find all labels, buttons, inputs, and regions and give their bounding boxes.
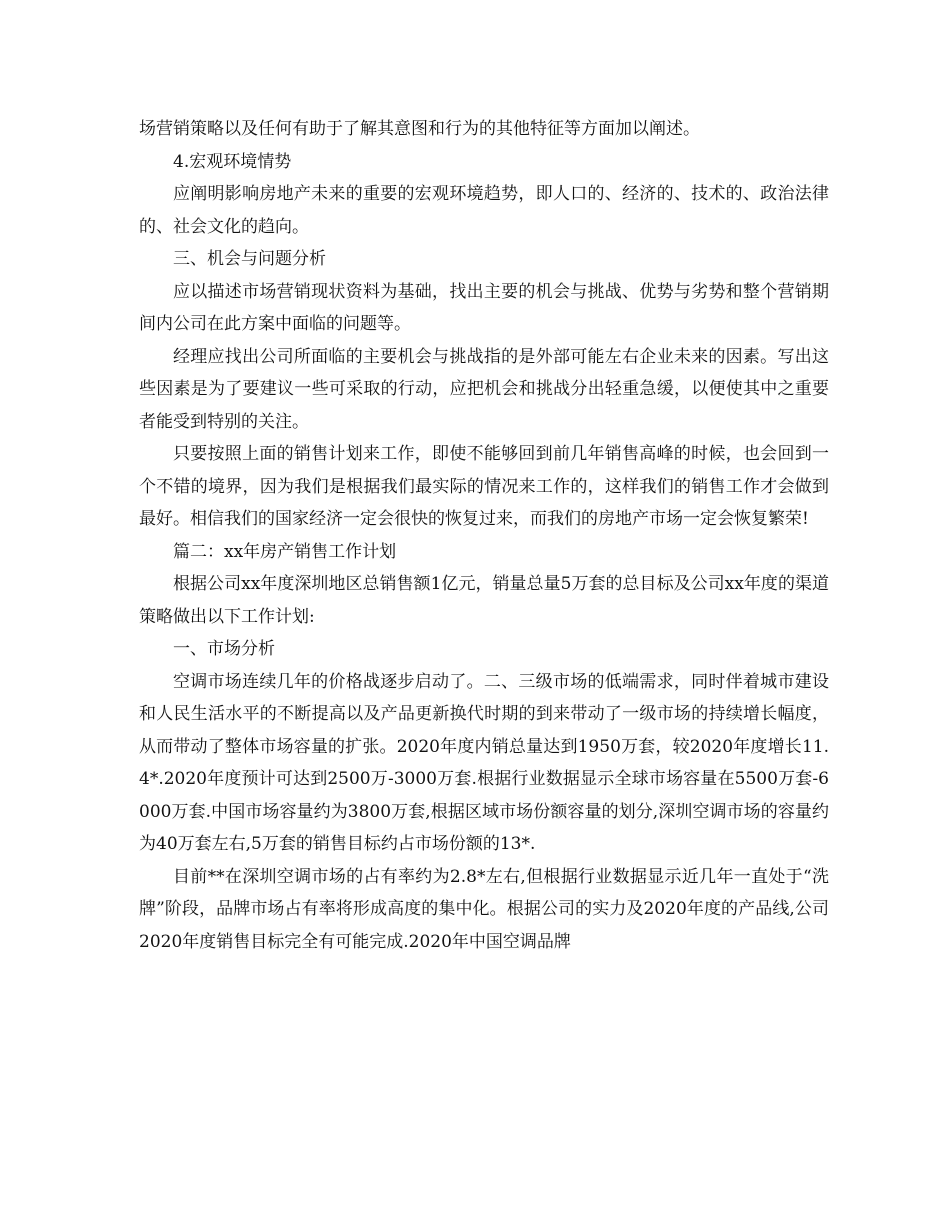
paragraph-4: 三、机会与问题分析 (173, 249, 326, 269)
paragraph-3: 应阐明影响房地产未来的重要的宏观环境趋势，即人口的、经济的、技术的、政治法律的、社会文化的趋向。 (139, 184, 829, 237)
paragraph-10: 一、市场分析 (173, 639, 275, 659)
paragraph-11: 空调市场连续几年的价格战逐步启动了。二、三级市场的低端需求，同时伴着城市建设和人民生活水平的不断提高以及产品更新换代时期的到来带动了一级市场的持续增长幅度，从而带动了整体市场容量的扩张。2020年度内销总量达到1950万套，较2020年度增长11.4*.2020年度预计可达到2500万-3000万套.根据行业数据显示全球市场容量在5500万套-6000万套.中国市场容量约为3800万套,根据区域市场份额容量的划分,深圳空调市场的容量约为40万套左右,5万套的销售目标约占市场份额的13*. (139, 671, 829, 854)
paragraph-5: 应以描述市场营销现状资料为基础，找出主要的机会与挑战、优势与劣势和整个营销期间内公司在此方案中面临的问题等。 (139, 281, 829, 334)
paragraph-8: 篇二：xx年房产销售工作计划 (173, 541, 397, 562)
paragraph-2: 4.宏观环境情势 (173, 151, 292, 172)
paragraph-1: 场营销策略以及任何有助于了解其意图和行为的其他特征等方面加以阐述。 (139, 119, 700, 139)
paragraph-9: 根据公司xx年度深圳地区总销售额1亿元，销量总量5万套的总目标及公司xx年度的渠道策略做出以下工作计划: (139, 574, 829, 627)
document-body (139, 113, 829, 958)
paragraph-7: 只要按照上面的销售计划来工作，即使不能够回到前几年销售高峰的时候，也会回到一个不错的境界，因为我们是根据我们最实际的情况来工作的，这样我们的销售工作才会做到最好。相信我们的国家经济一定会很快的恢复过来，而我们的房地产市场一定会恢复繁荣! (139, 444, 829, 529)
paragraph-12: 目前**在深圳空调市场的占有率约为2.8*左右,但根据行业数据显示近几年一直处于“洗牌”阶段，品牌市场占有率将形成高度的集中化。根据公司的实力及2020年度的产品线,公司2020年度销售目标完全有可能完成.2020年中国空调品牌 (139, 866, 829, 952)
paragraph-6: 经理应找出公司所面临的主要机会与挑战指的是外部可能左右企业未来的因素。写出这些因素是为了要建议一些可采取的行动，应把机会和挑战分出轻重急缓，以便使其中之重要者能受到特别的关注。 (139, 346, 829, 432)
